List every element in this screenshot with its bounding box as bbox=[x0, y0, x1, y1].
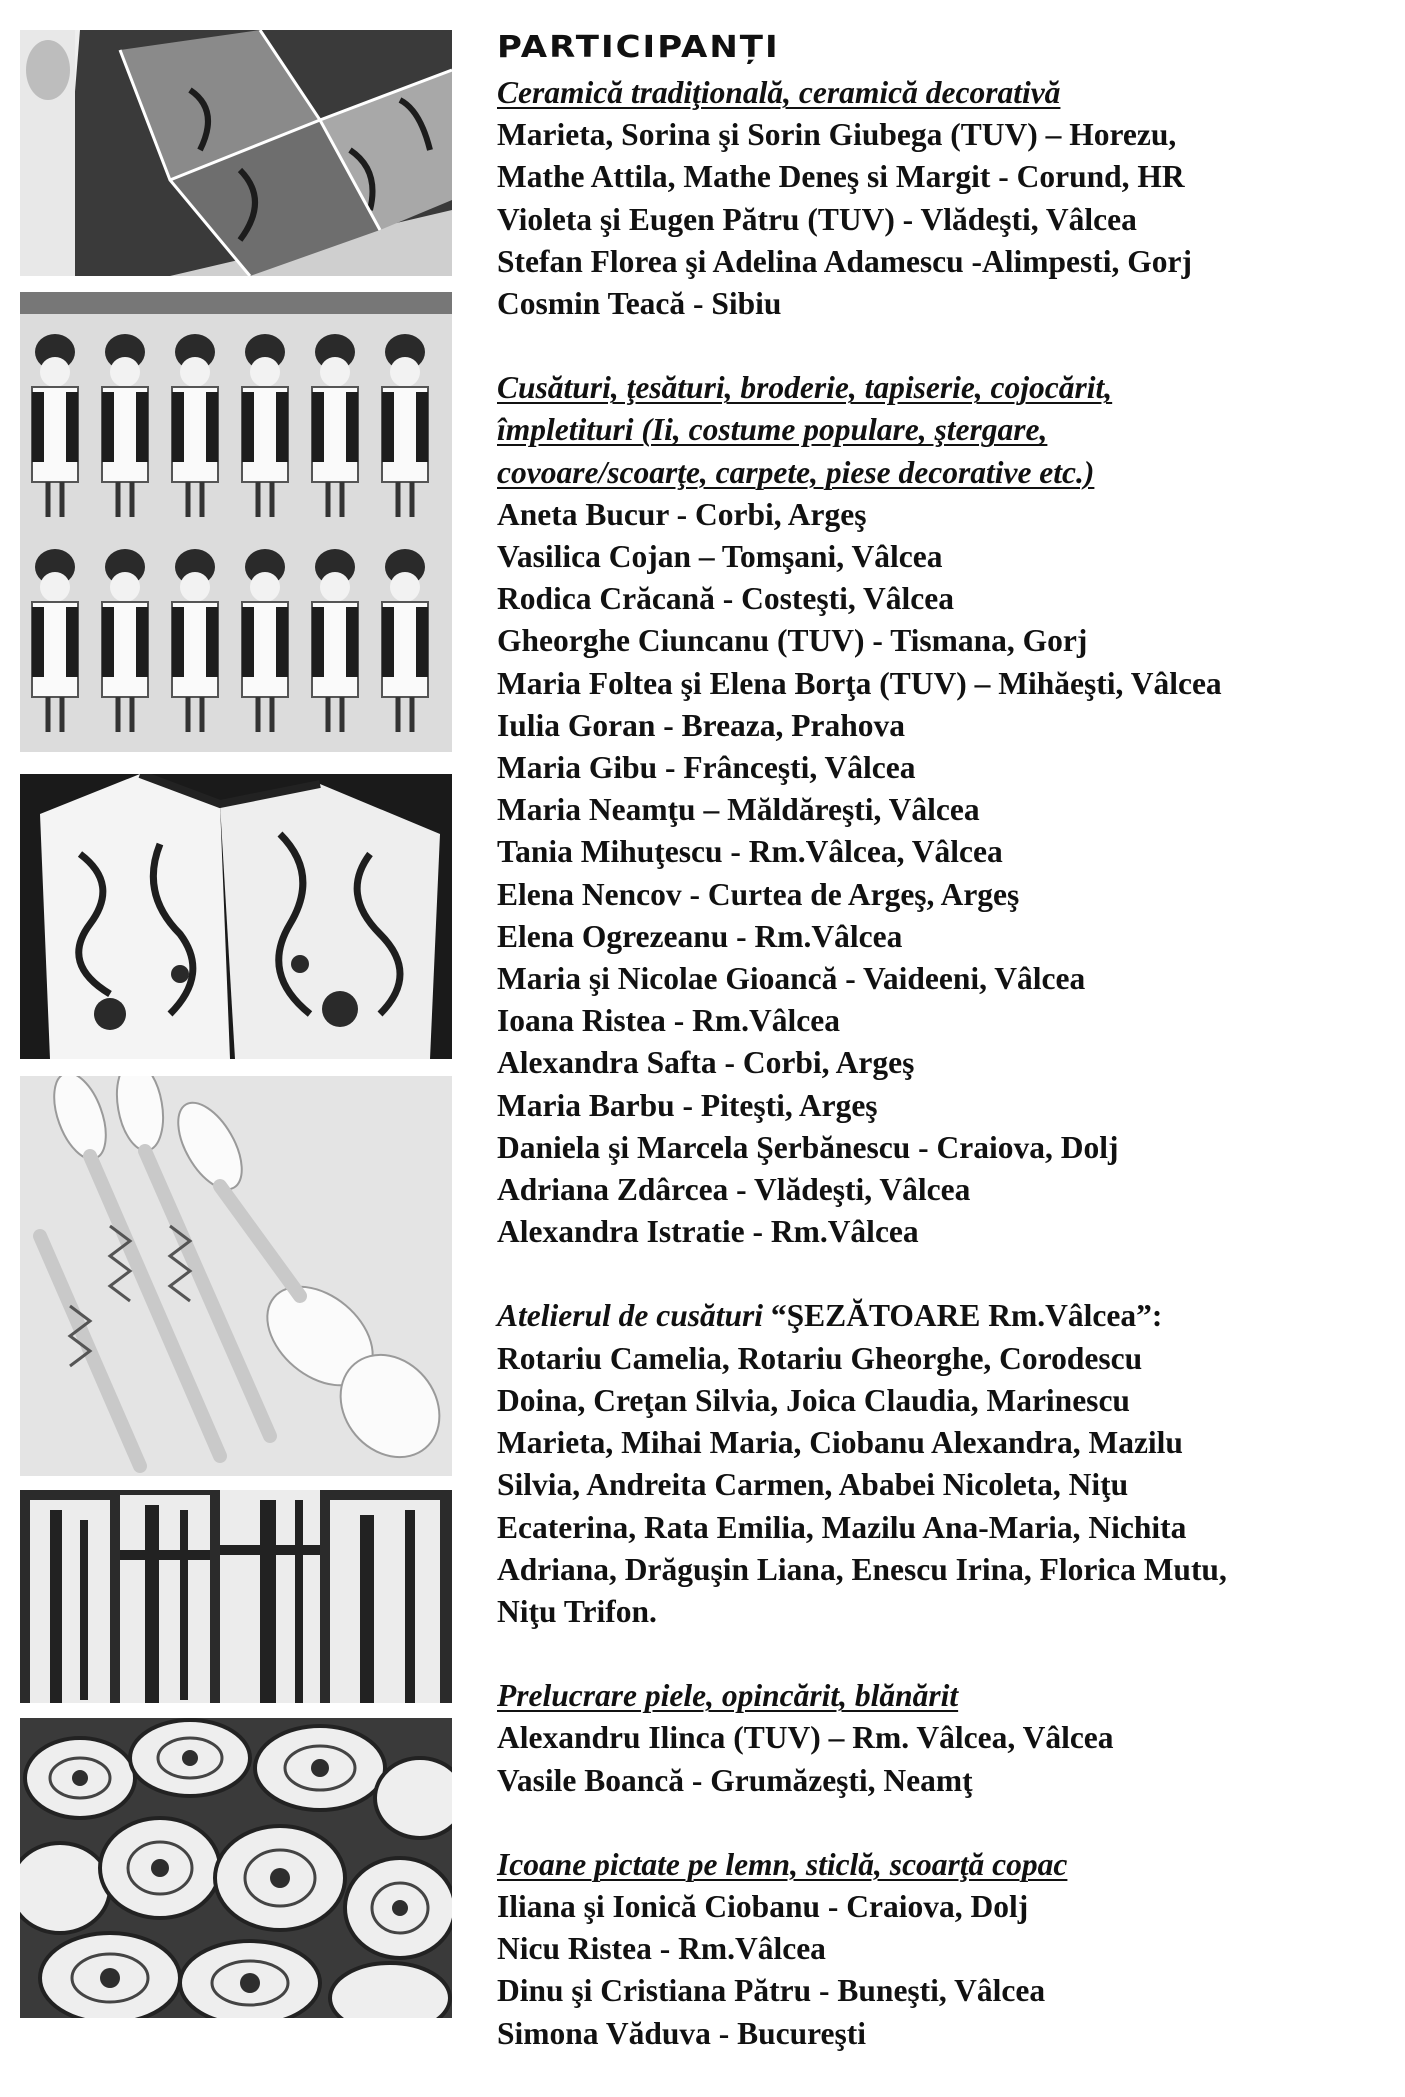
paragraph-line: Doina, Creţan Silvia, Joica Claudia, Marinescu bbox=[497, 1382, 1130, 1418]
list-item: Dinu şi Cristiana Pătru - Buneşti, Vâlcea bbox=[497, 1973, 1046, 2009]
list-item: Marieta, Sorina şi Sorin Giubega (TUV) – Horezu, bbox=[497, 117, 1177, 153]
section-heading: Cusături, ţesături, broderie, tapiserie, cojocărit, bbox=[497, 370, 1113, 406]
photo-embroidered-blouses bbox=[20, 1490, 452, 1703]
section-heading: covoare/scoarţe, carpete, piese decorative etc.) bbox=[497, 454, 1095, 490]
list-item: Maria Barbu - Piteşti, Argeş bbox=[497, 1087, 878, 1123]
list-item: Maria Neamţu – Măldăreşti, Vâlcea bbox=[497, 792, 980, 828]
list-item: Cosmin Teacă - Sibiu bbox=[497, 286, 782, 322]
section-heading: Ceramică tradiţională, ceramică decorativă bbox=[497, 75, 1061, 110]
photo-woven-carpets bbox=[20, 30, 452, 276]
photo-ceramic-plates bbox=[20, 1718, 452, 2018]
paragraph-line: Adriana, Drăguşin Liana, Enescu Irina, Florica Mutu, bbox=[497, 1551, 1227, 1587]
list-item: Violeta şi Eugen Pătru (TUV) - Vlădeşti, Vâlcea bbox=[497, 201, 1137, 237]
list-item: Alexandra Istratie - Rm.Vâlcea bbox=[497, 1214, 919, 1250]
participants-list bbox=[497, 22, 1389, 2097]
wooden-spoons-image bbox=[20, 1076, 452, 1476]
blouses-image bbox=[20, 1490, 452, 1703]
list-item: Aneta Bucur - Corbi, Argeş bbox=[497, 496, 867, 532]
embroidered-vest-image bbox=[20, 774, 452, 1059]
list-item: Alexandra Safta - Corbi, Argeş bbox=[497, 1045, 915, 1081]
list-item: Iliana şi Ionică Ciobanu - Craiova, Dolj bbox=[497, 1888, 1029, 1924]
section-atelier bbox=[497, 1295, 1389, 1633]
woven-rug-image bbox=[20, 30, 452, 276]
list-item: Stefan Florea şi Adelina Adamescu -Alimpesti, Gorj bbox=[497, 243, 1193, 279]
list-item: Vasile Boancă - Grumăzeşti, Neamţ bbox=[497, 1762, 973, 1798]
section-heading: Icoane pictate pe lemn, sticlă, scoarţă copac bbox=[497, 1846, 1068, 1882]
photo-embroidered-vests bbox=[20, 774, 452, 1059]
photo-traditional-dolls bbox=[20, 292, 452, 752]
list-item: Tania Mihuţescu - Rm.Vâlcea, Vâlcea bbox=[497, 834, 1003, 870]
photo-wooden-spoons bbox=[20, 1076, 452, 1476]
paragraph-line: Ecaterina, Rata Emilia, Mazilu Ana-Maria, Nichita bbox=[497, 1509, 1187, 1545]
page-title: PARTICIPANȚI bbox=[497, 29, 780, 65]
ceramic-plates-image bbox=[20, 1718, 452, 2018]
list-item: Alexandru Ilinca (TUV) – Rm. Vâlcea, Vâlcea bbox=[497, 1720, 1114, 1756]
list-item: Maria Foltea şi Elena Borţa (TUV) – Mihăeşti, Vâlcea bbox=[497, 665, 1222, 701]
list-item: Maria şi Nicolae Gioancă - Vaideeni, Vâlcea bbox=[497, 961, 1086, 997]
list-item: Gheorghe Ciuncanu (TUV) - Tismana, Gorj bbox=[497, 623, 1088, 659]
section-textiles bbox=[497, 367, 1389, 1253]
paragraph-line: Niţu Trifon. bbox=[497, 1593, 657, 1629]
list-item: Simona Văduva - Bucureşti bbox=[497, 2015, 867, 2051]
list-item: Maria Gibu - Frânceşti, Vâlcea bbox=[497, 750, 916, 786]
section-leather bbox=[497, 1675, 1389, 1802]
list-item: Nicu Ristea - Rm.Vâlcea bbox=[497, 1931, 826, 1967]
list-item: Iulia Goran - Breaza, Prahova bbox=[497, 707, 906, 743]
section-icons bbox=[497, 1844, 1389, 2055]
list-item: Vasilica Cojan – Tomşani, Vâlcea bbox=[497, 539, 943, 575]
paragraph-line: Marieta, Mihai Maria, Ciobanu Alexandra, Mazilu bbox=[497, 1425, 1183, 1461]
list-item: Adriana Zdârcea - Vlădeşti, Vâlcea bbox=[497, 1172, 971, 1208]
section-heading bbox=[497, 1295, 1389, 1337]
list-item: Elena Nencov - Curtea de Argeş, Argeş bbox=[497, 876, 1020, 912]
section-heading: Prelucrare piele, opincărit, blănărit bbox=[497, 1678, 959, 1714]
section-heading: împletituri (Ii, costume populare, ştergare, bbox=[497, 412, 1048, 448]
list-item: Mathe Attila, Mathe Deneş si Margit - Corund, HR bbox=[497, 159, 1185, 195]
paragraph-line: Silvia, Andreita Carmen, Ababei Nicoleta, Niţu bbox=[497, 1467, 1129, 1503]
list-item: Daniela şi Marcela Şerbănescu - Craiova, Dolj bbox=[497, 1129, 1119, 1165]
atelier-heading-prefix: Atelierul de cusături bbox=[497, 1298, 771, 1334]
dolls-image bbox=[20, 292, 452, 752]
section-ceramics bbox=[497, 72, 1389, 325]
list-item: Ioana Ristea - Rm.Vâlcea bbox=[497, 1003, 840, 1039]
list-item: Elena Ogrezeanu - Rm.Vâlcea bbox=[497, 918, 903, 954]
list-item: Rodica Crăcană - Costeşti, Vâlcea bbox=[497, 581, 954, 617]
paragraph-line: Rotariu Camelia, Rotariu Gheorghe, Corodescu bbox=[497, 1340, 1143, 1376]
atelier-heading-name: “ŞEZĂTOARE Rm.Vâlcea”: bbox=[770, 1298, 1163, 1334]
